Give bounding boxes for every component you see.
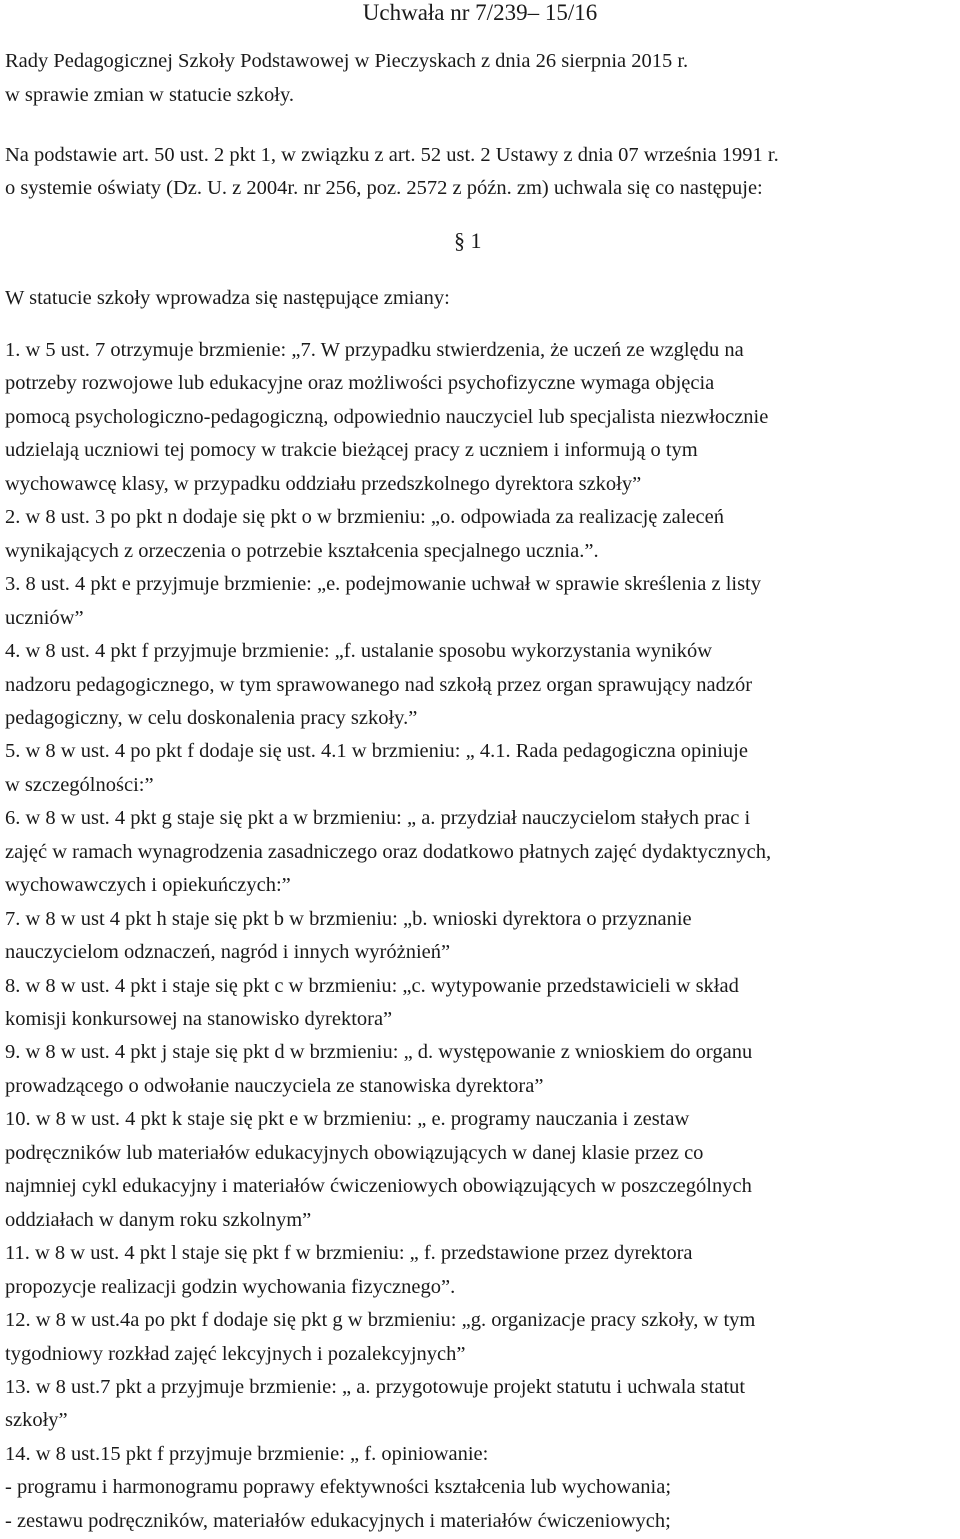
- amendment-line: uczniów”: [5, 607, 84, 629]
- header-line: w sprawie zmian w statucie szkoły.: [5, 84, 295, 106]
- amendment-line: 13. w 8 ust.7 pkt a przyjmuje brzmienie: „ a. przygotowuje projekt statutu i uchwala statut: [5, 1376, 746, 1398]
- amendment-line: pomocą psychologiczno-pedagogiczną, odpowiednio nauczyciel lub specjalista niezwłocznie: [5, 406, 769, 428]
- amendment-line: propozycje realizacji godzin wychowania fizycznego”.: [5, 1276, 456, 1298]
- amendment-line: szkoły”: [5, 1409, 68, 1431]
- amendment-line: najmniej cykl edukacyjny i materiałów ćwiczeniowych obowiązujących w poszczególnych: [5, 1175, 752, 1197]
- amendment-line: 2. w 8 ust. 3 po pkt n dodaje się pkt o w brzmieniu: „o. odpowiada za realizację zaleceń: [5, 506, 724, 528]
- paragraph-number: 1: [470, 228, 482, 253]
- amendment-line: potrzeby rozwojowe lub edukacyjne oraz możliwości psychofizyczne wymaga objęcia: [5, 372, 715, 394]
- header-line: Na podstawie art. 50 ust. 2 pkt 1, w związku z art. 52 ust. 2 Ustawy z dnia 07 września 1991 r.: [5, 144, 779, 166]
- amendment-line: tygodniowy rozkład zajęć lekcyjnych i pozalekcyjnych”: [5, 1343, 466, 1365]
- amendment-line: 7. w 8 w ust 4 pkt h staje się pkt b w brzmieniu: „b. wnioski dyrektora o przyznanie: [5, 908, 692, 930]
- amendment-line: 10. w 8 w ust. 4 pkt k staje się pkt e w brzmieniu: „ e. programy nauczania i zestaw: [5, 1108, 690, 1130]
- amendment-line: wychowawczych i opiekuńczych:”: [5, 874, 291, 896]
- amendment-line: 8. w 8 w ust. 4 pkt i staje się pkt c w brzmieniu: „c. wytypowanie przedstawicieli w skład: [5, 975, 739, 997]
- header-line: Rady Pedagogicznej Szkoły Podstawowej w Pieczyskach z dnia 26 sierpnia 2015 r.: [5, 50, 689, 72]
- amendment-line: komisji konkursowej na stanowisko dyrektora”: [5, 1008, 393, 1030]
- amendment-line: 14. w 8 ust.15 pkt f przyjmuje brzmienie: „ f. opiniowanie:: [5, 1443, 489, 1465]
- amendment-line: w szczególności:”: [5, 774, 154, 796]
- amendment-line: 11. w 8 w ust. 4 pkt l staje się pkt f w brzmieniu: „ f. przedstawione przez dyrektora: [5, 1242, 693, 1264]
- header-line: o systemie oświaty (Dz. U. z 2004r. nr 256, poz. 2572 z późn. zm) uchwala się co następuje:: [5, 177, 763, 199]
- amendment-line: wychowawcę klasy, w przypadku oddziału przedszkolnego dyrektora szkoły”: [5, 473, 642, 495]
- amendment-line: 6. w 8 w ust. 4 pkt g staje się pkt a w brzmieniu: „ a. przydział nauczycielom stałych prac i: [5, 807, 751, 829]
- amendment-line: 9. w 8 w ust. 4 pkt j staje się pkt d w brzmieniu: „ d. występowanie z wnioskiem do organu: [5, 1041, 753, 1063]
- amendment-line: nadzoru pedagogicznego, w tym sprawowanego nad szkołą przez organ sprawujący nadzór: [5, 674, 753, 696]
- amendment-line: - programu i harmonogramu poprawy efektywności kształcenia lub wychowania;: [5, 1476, 672, 1498]
- amendment-line: pedagogiczny, w celu doskonalenia pracy szkoły.”: [5, 707, 418, 729]
- amendment-line: podręczników lub materiałów edukacyjnych obowiązujących w danej klasie przez co: [5, 1142, 704, 1164]
- intro-line: W statucie szkoły wprowadza się następujące zmiany:: [5, 287, 450, 309]
- amendment-line: 12. w 8 w ust.4a po pkt f dodaje się pkt g w brzmieniu: „g. organizacje pracy szkoły, w tym: [5, 1309, 756, 1331]
- amendment-line: nauczycielom odznaczeń, nagród i innych wyróżnień”: [5, 941, 451, 963]
- amendment-line: 5. w 8 w ust. 4 po pkt f dodaje się ust. 4.1 w brzmieniu: „ 4.1. Rada pedagogiczna opiniuje: [5, 740, 748, 762]
- amendment-line: 4. w 8 ust. 4 pkt f przyjmuje brzmienie: „f. ustalanie sposobu wykorzystania wyników: [5, 640, 713, 662]
- amendment-line: oddziałach w danym roku szkolnym”: [5, 1209, 312, 1231]
- amendment-line: wynikających z orzeczenia o potrzebie kształcenia specjalnego ucznia.”.: [5, 540, 599, 562]
- amendment-line: 3. 8 ust. 4 pkt e przyjmuje brzmienie: „e. podejmowanie uchwał w sprawie skreślenia z listy: [5, 573, 762, 595]
- paragraph-mark: § 1: [454, 228, 482, 253]
- amendment-line: udzielają uczniowi tej pomocy w trakcie bieżącej pracy z uczniem i informują o tym: [5, 439, 698, 461]
- amendment-line: 1. w 5 ust. 7 otrzymuje brzmienie: „7. W przypadku stwierdzenia, że uczeń ze względu na: [5, 339, 744, 361]
- document-title: Uchwała nr 7/239– 15/16: [362, 0, 598, 25]
- amendment-line: - zestawu podręczników, materiałów edukacyjnych i materiałów ćwiczeniowych;: [5, 1510, 671, 1532]
- amendment-line: zajęć w ramach wynagrodzenia zasadniczego oraz dodatkowo płatnych zajęć dydaktycznych,: [5, 841, 772, 863]
- amendment-line: prowadzącego o odwołanie nauczyciela ze stanowiska dyrektora”: [5, 1075, 544, 1097]
